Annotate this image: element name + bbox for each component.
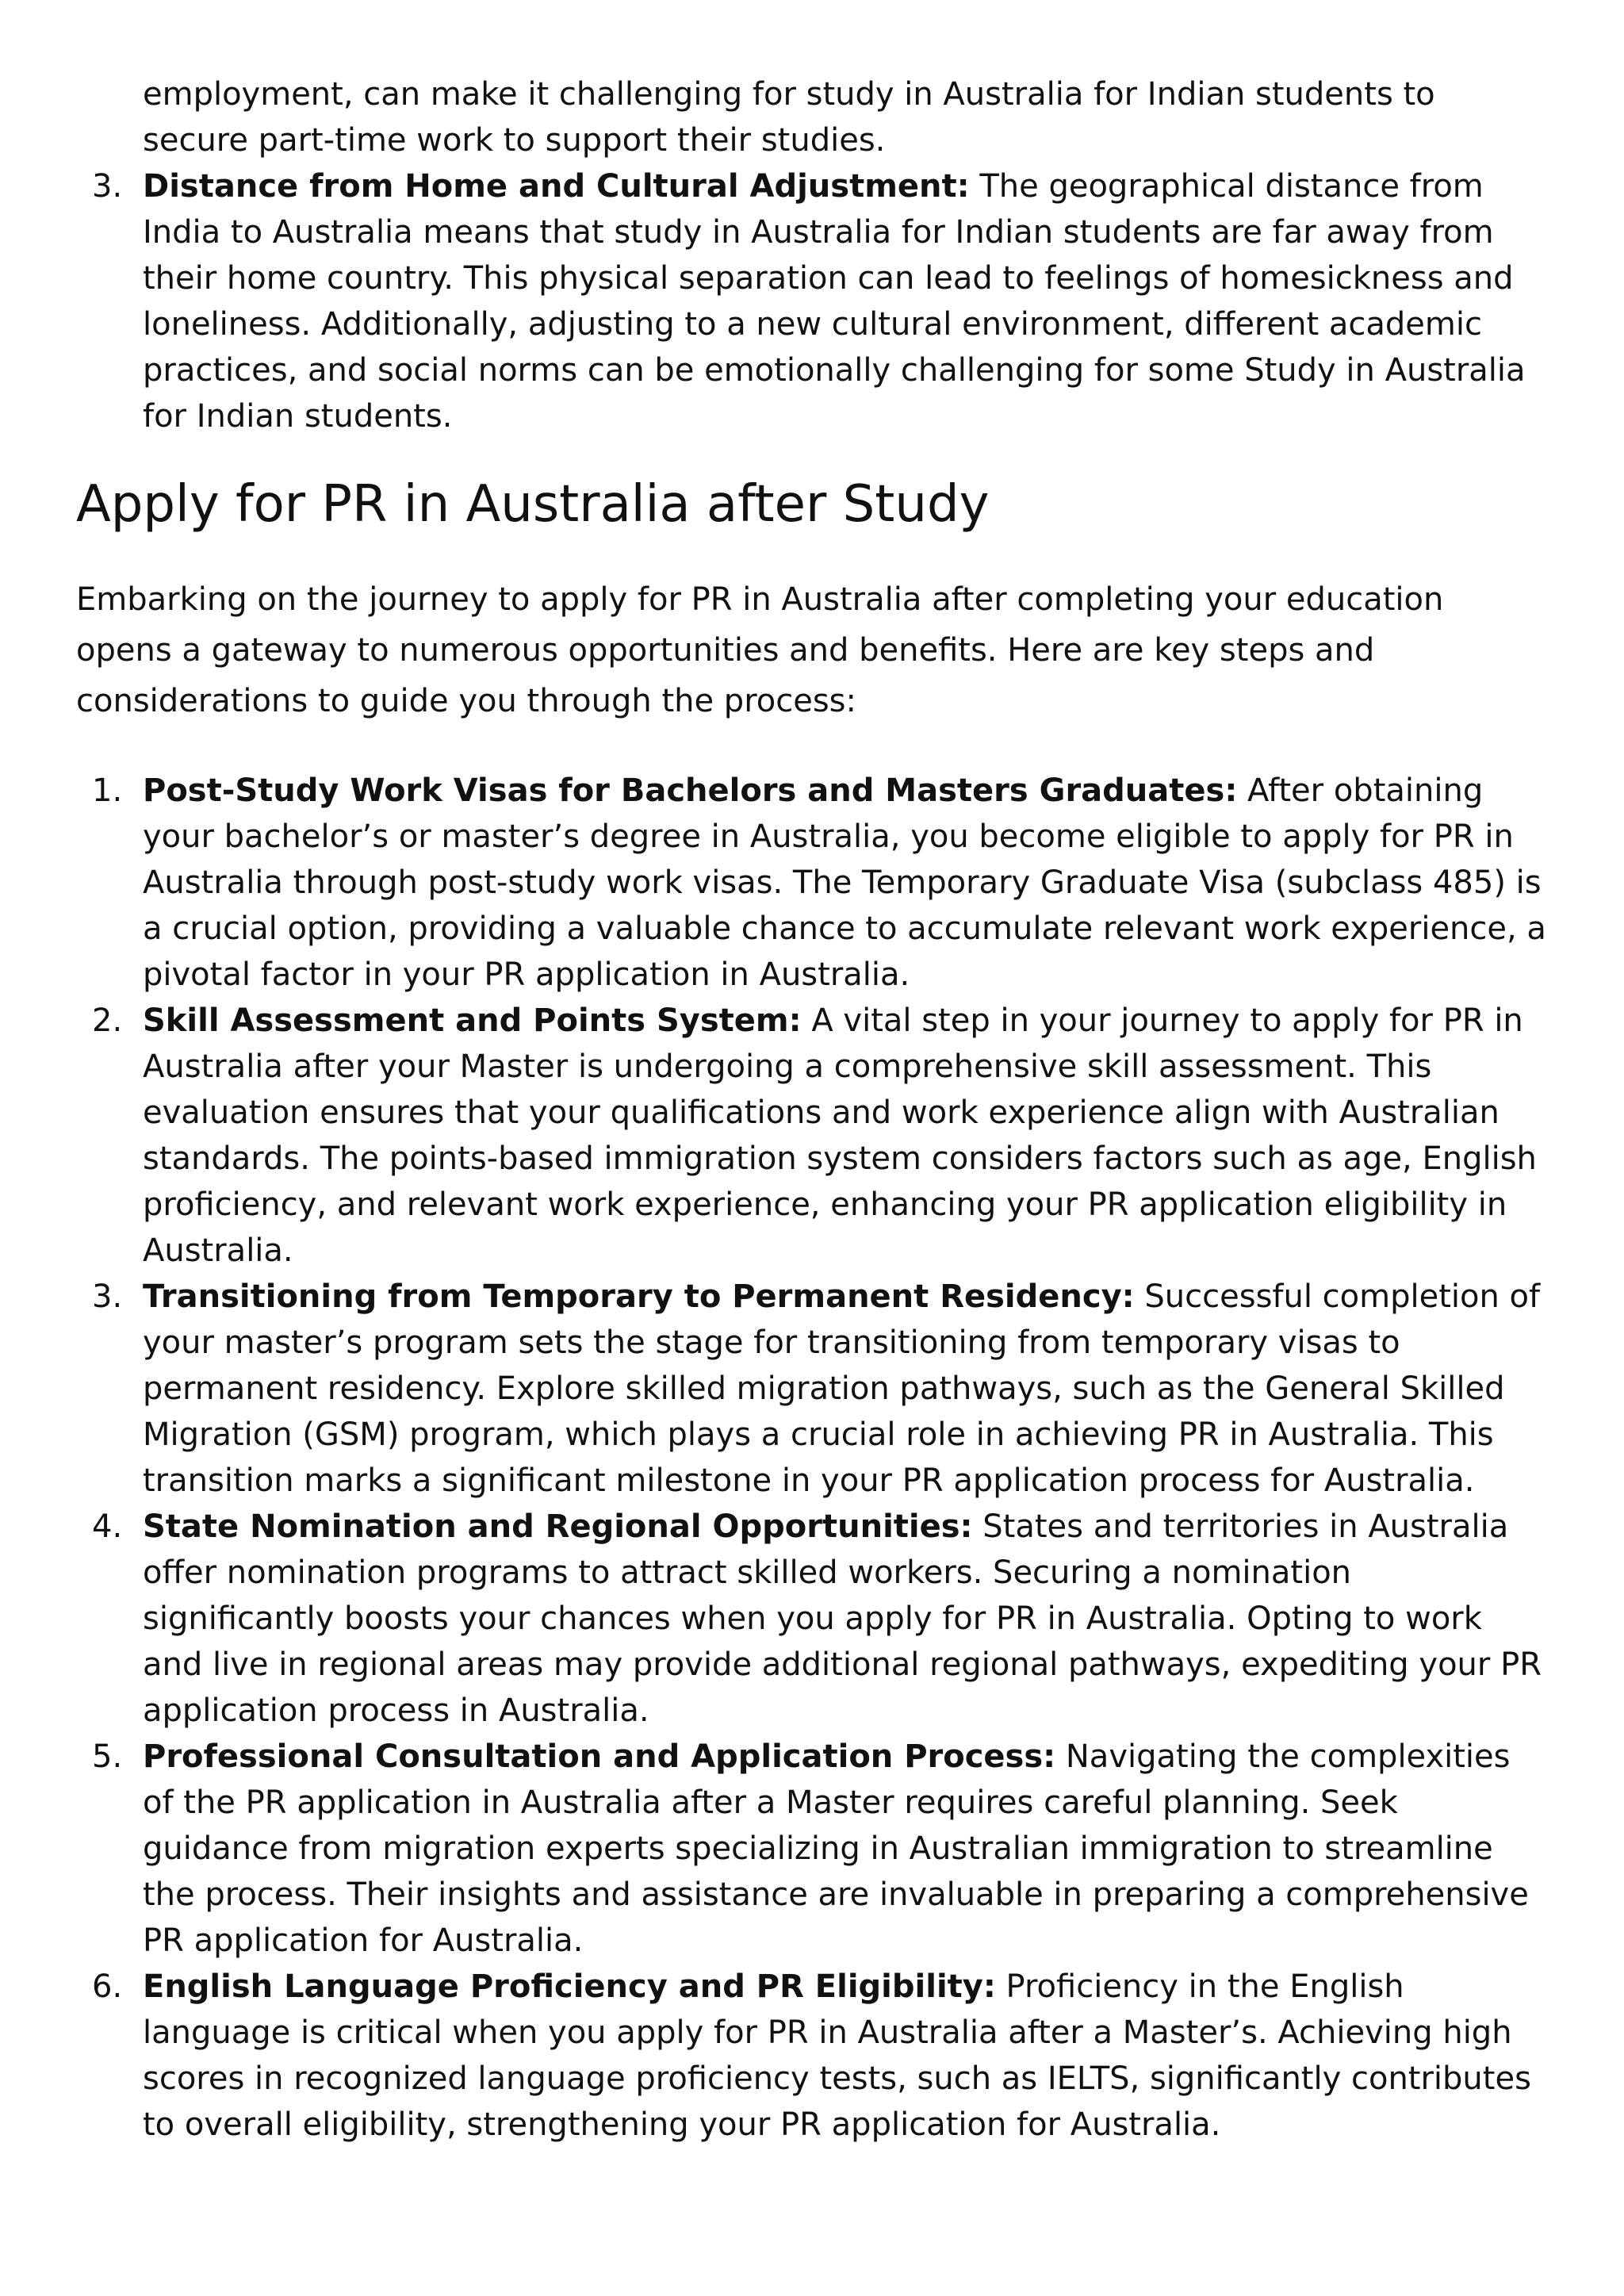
list-item-lead: Professional Consultation and Application Process: — [143, 1738, 1056, 1775]
list-item-text: After obtaining your bachelor’s or master’s degree in Australia, you become eligible to apply for PR in Australia through post-study work visas. The Temporary Graduate Visa (subclass 485) is a crucial option, providing a valuable chance to accumulate relevant work experience, a pivotal factor in your PR application in Australia. — [143, 772, 1546, 993]
list-number: 6. — [92, 1968, 123, 2005]
list-item — [76, 1964, 1548, 2148]
list-item — [76, 1274, 1548, 1504]
list-item-text: The geographical distance from India to Australia means that study in Australia for Indian students are far away from their home country. This physical separation can lead to feelings of homesickness and loneliness. Additionally, adjusting to a new cultural environment, different academic practices, and social norms can be emotionally challenging for some Study in Australia for Indian students. — [143, 168, 1526, 435]
list-item-body — [143, 1964, 1548, 2148]
list-item-lead: Skill Assessment and Points System: — [143, 1002, 802, 1039]
list-number: 2. — [92, 1002, 123, 1039]
list-item-lead: Transitioning from Temporary to Permanent Residency: — [143, 1278, 1135, 1315]
list-item-body — [143, 1504, 1548, 1734]
list-item-body — [143, 1274, 1548, 1504]
list-number: 3. — [92, 1278, 123, 1315]
list-item-body — [143, 768, 1548, 998]
list-number: 4. — [92, 1508, 123, 1545]
list-item-text: Navigating the complexities of the PR application in Australia after a Master requires careful planning. Seek guidance from migration experts specializing in Australian immigration to streamline the process. Their insights and assistance are invaluable in preparing a comprehensive PR application for Australia. — [143, 1738, 1529, 1959]
list-item — [76, 1734, 1548, 1964]
list-item — [76, 768, 1548, 998]
pr-steps-list — [76, 768, 1548, 2148]
list-item-text: Successful completion of your master’s program sets the stage for transitioning from temporary visas to permanent residency. Explore skilled migration pathways, such as the General Skilled Migration (GSM) program, which plays a crucial role in achieving PR in Australia. This transition marks a significant milestone in your PR application process for Australia. — [143, 1278, 1541, 1499]
list-item-lead: English Language Proficiency and PR Eligibility: — [143, 1968, 996, 2005]
list-number: 5. — [92, 1738, 123, 1775]
list-item — [76, 1504, 1548, 1734]
list-item-body — [143, 1734, 1548, 1964]
continuation-paragraph: employment, can make it challenging for study in Australia for Indian students to secure part-time work to support their studies. — [143, 76, 1435, 159]
list-item-text: States and territories in Australia offer nomination programs to attract skilled workers. Securing a nomination significantly boosts your chances when you apply for PR in Australia. Opting to work and live in regional areas may provide additional regional pathways, expediting your PR application process in Australia. — [143, 1508, 1542, 1729]
list-item — [76, 998, 1548, 1274]
list-item-body — [143, 163, 1548, 439]
list-item-body — [143, 998, 1548, 1274]
list-item-lead: Post-Study Work Visas for Bachelors and Masters Graduates: — [143, 772, 1238, 809]
list-item-text: Proficiency in the English language is critical when you apply for PR in Australia after a Master’s. Achieving high scores in recognized language proficiency tests, such as IELTS, significantly contributes to overall eligibility, strengthening your PR application for Australia. — [143, 1968, 1531, 2143]
section-heading: Apply for PR in Australia after Study — [76, 475, 990, 534]
list-number: 1. — [92, 772, 123, 809]
list-item-lead: Distance from Home and Cultural Adjustment: — [143, 168, 970, 205]
list-number: 3. — [92, 168, 123, 205]
challenge-item-3 — [76, 163, 1548, 439]
list-item-text: A vital step in your journey to apply for PR in Australia after your Master is undergoing a comprehensive skill assessment. This evaluation ensures that your qualifications and work experience align with Australian standards. The points-based immigration system considers factors such as age, English proficiency, and relevant work experience, enhancing your PR application eligibility in Australia. — [143, 1002, 1537, 1269]
intro-paragraph: Embarking on the journey to apply for PR in Australia after completing your education opens a gateway to numerous opportunities and benefits. Here are key steps and considerations to guide you through the process: — [76, 581, 1444, 719]
list-item-lead: State Nomination and Regional Opportunities: — [143, 1508, 973, 1545]
